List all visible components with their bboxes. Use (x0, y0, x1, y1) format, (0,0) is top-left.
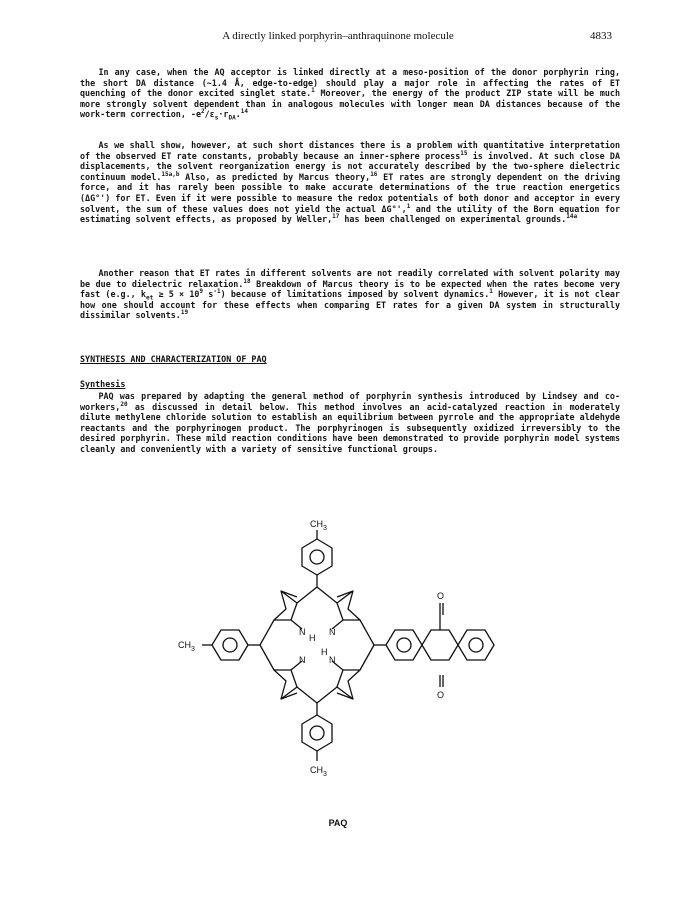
citation: 15a,b (161, 170, 180, 178)
bottom-tolyl-ring (302, 715, 332, 751)
aq-ring-3 (458, 630, 494, 660)
subsection-heading: Synthesis (80, 379, 126, 389)
citation: 17 (332, 213, 340, 221)
left-tolyl-ring (212, 630, 248, 660)
section-heading: SYNTHESIS AND CHARACTERIZATION OF PAQ (80, 354, 267, 364)
citation: 14a (566, 213, 578, 221)
citation: 19 (180, 309, 189, 317)
hydrogen-label: H (321, 647, 328, 657)
paq-structure-diagram (150, 505, 530, 805)
citation: 20 (120, 400, 128, 408)
paragraph-2: As we shall show, however, at such short distances there is a problem with quantitative interpretation of the observed ET rate constants, probably because an inner-sphere process$^{15}$ is involved. At such close DA displacements, the solvent reorganization energy is not accurately described by the two-sphere dielectric continuum model.$^{15a,b}$ Also, as predicted by Marcus theory,$^{16}$ ET rates are strongly dependent on the driving force, and it has rarely been possible to make accurate determinations of the true reaction energetics (ΔG°') for ET. Even if it were possible to measure the redox potentials of both donor and acceptor in every solvent, the sum of these values does not yield the actual ΔG°',$^1$ and the utility of the Born equation for estimating solvent effects, as proposed by Weller,$^{17}$ has been challenged on experimental grounds.$^{14a}$ (80, 140, 620, 225)
citation: 14 (240, 108, 248, 116)
citation: 18 (243, 277, 251, 285)
nitrogen-label: N (299, 655, 306, 665)
oxygen-label: O (437, 591, 445, 601)
nitrogen-label: N (329, 627, 336, 637)
nitrogen-label: N (299, 627, 306, 637)
page-number: 4833 (590, 30, 612, 42)
nitrogen-label: N (329, 655, 336, 665)
aq-ring-1 (386, 630, 422, 660)
aq-ring-2 (422, 630, 458, 660)
porphyrin-core (260, 587, 374, 703)
methyl-label-left: $CH_3$ (178, 640, 195, 653)
running-title: A directly linked porphyrin–anthraquinone molecule (222, 30, 454, 42)
citation: 1 (311, 87, 315, 95)
citation: 1 (489, 288, 493, 296)
running-header (0, 30, 676, 46)
paq-structure-figure (150, 505, 530, 805)
paragraph-4: PAQ was prepared by adapting the general method of porphyrin synthesis introduced by Lindsey and co-workers,$^{20}$ as discussed in detail below. This method involves an acid-catalyzed reaction in moderately dilute methylene chloride solution to establish an equilibrium between pyrrole and the appropriate aldehyde reactants and the porphyrinogen product. The porphyrinogen is subsequently oxidized irreversibly to the desired porphyrin. These mild reaction conditions have been demonstrated to provide porphyrin model systems cleanly and conveniently with a variety of sensitive functional groups. (80, 391, 620, 454)
hydrogen-label: H (309, 633, 316, 643)
oxygen-label: O (437, 690, 445, 700)
paragraph-3: Another reason that ET rates in different solvents are not readily correlated with solvent polarity may be due to dielectric relaxation.$^{18}$ Breakdown of Marcus theory is to be expected when the rates become very fast (e.g., $k_{et} \ge 5 \times 10^9$ $s^{-1}$) because of limitations imposed by solvent dynamics.$^1$ However, it is not clear how one should account for these effects when comparing ET rates for a given DA system in structurally dissimilar solvents.$^{19}$ (80, 268, 620, 321)
paragraph-1: In any case, when the AQ acceptor is linked directly at a meso-position of the donor porphyrin ring, the short DA distance (~1.4 Å, edge-to-edge) should play a major role in affecting the rates of ET quenching of the donor excited singlet state.$^1$ Moreover, the energy of the product ZIP state will be much more strongly solvent dependent than in analogous molecules with longer mean DA distances because of the work-term correction, $-e^2/\varepsilon_s\cdot r_{DA}.^{14}$ (80, 67, 620, 123)
citation: 16 (370, 170, 378, 178)
figure-caption: PAQ (328, 818, 348, 828)
citation: 1 (406, 202, 411, 210)
methyl-label-bottom: $CH_3$ (310, 765, 327, 778)
top-tolyl-ring (302, 539, 332, 575)
methyl-label-top: $CH_3$ (310, 519, 327, 532)
citation: 15 (460, 149, 468, 157)
